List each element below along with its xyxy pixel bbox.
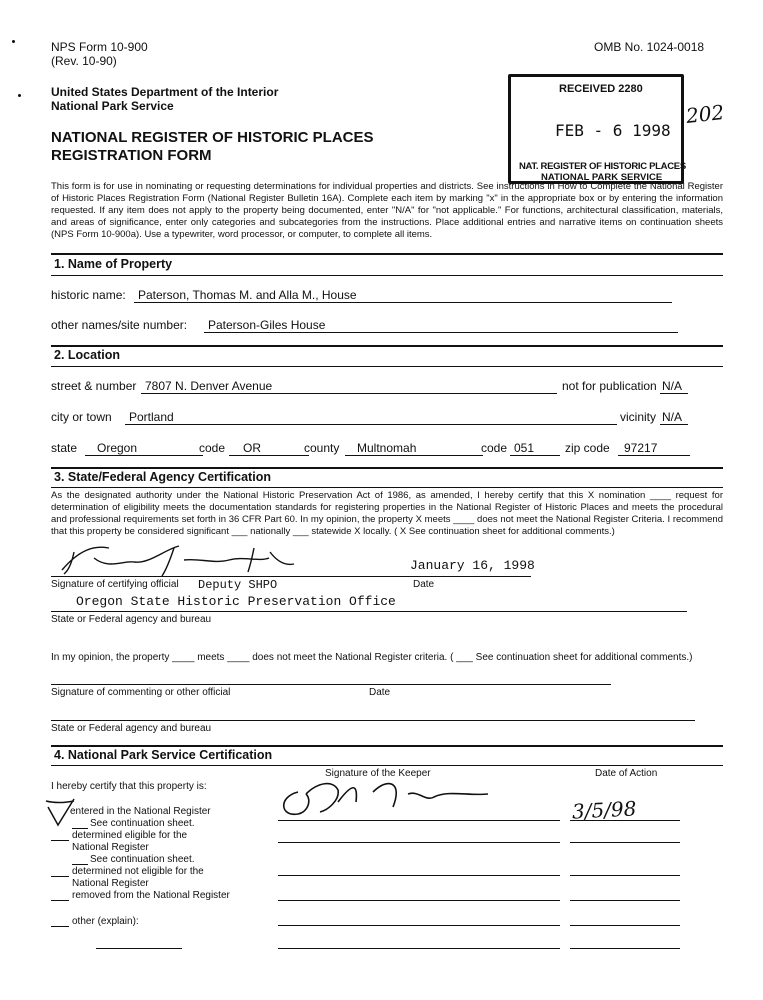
zip-field[interactable]: 97217 — [618, 441, 690, 456]
state-field[interactable]: Oregon — [85, 441, 203, 456]
other-names-field[interactable]: Paterson-Giles House — [204, 318, 678, 333]
form-subtitle: REGISTRATION FORM — [51, 147, 212, 164]
historic-name-field[interactable]: Paterson, Thomas M. and Alla M., House — [134, 288, 672, 303]
state-label: state — [51, 441, 78, 455]
item-entered: entered in the National Register — [70, 806, 211, 817]
stamp-date: FEB - 6 1998 — [555, 121, 671, 140]
department: United States Department of the Interior — [51, 85, 279, 99]
zip-label: zip code — [565, 441, 610, 455]
handwritten-number: 202 — [684, 100, 726, 128]
nfp-label: not for publication — [562, 379, 657, 393]
keeper-signature-label: Signature of the Keeper — [325, 768, 431, 779]
street-label: street & number — [51, 379, 137, 393]
stamp-received: RECEIVED 2280 — [559, 83, 643, 95]
certification-text: As the designated authority under the National Historic Preservation Act of 1986, as amended, I hereby certify that this X nomination ____ request for determination of eligibility meets the documentation standards for registering properties in the National Register of Historic Places and meets the procedural and professional requirements set forth in 36 CFR Part 60. In my opinion, the property X meets ____ does not meet the National Register Criteria. I recommend that this property be considered significant ___ nationally ___ statewide X locally. ( X See continuation sheet for additional comments.) — [51, 490, 723, 537]
certifying-title: Deputy SHPO — [198, 578, 278, 592]
nfp-field[interactable]: N/A — [660, 379, 688, 394]
street-field[interactable]: 7807 N. Denver Avenue — [141, 379, 557, 394]
section2-heading: 2. Location — [54, 348, 120, 362]
county-code-label: code — [481, 441, 508, 455]
keeper-signature — [278, 772, 498, 822]
item-see-continuation-1: See continuation sheet. — [90, 818, 195, 829]
vicinity-field[interactable]: N/A — [660, 410, 688, 425]
county-code-field[interactable]: 051 — [510, 441, 560, 456]
county-label: county — [304, 441, 340, 455]
item-determined-eligible: determined eligible for the — [72, 830, 188, 841]
agency-bureau-value: Oregon State Historic Preservation Office — [76, 594, 396, 609]
received-stamp — [508, 74, 684, 184]
city-label: city or town — [51, 410, 112, 424]
omb-number: OMB No. 1024-0018 — [594, 40, 705, 54]
city-field[interactable]: Portland — [125, 410, 617, 425]
section1-heading: 1. Name of Property — [54, 257, 173, 271]
stamp-line1: NAT. REGISTER OF HISTORIC PLACES — [519, 161, 686, 172]
scan-mark — [12, 40, 15, 43]
certification-date: January 16, 1998 — [410, 558, 535, 573]
certifying-signature — [54, 540, 304, 580]
item-determined-not-eligible: determined not eligible for the — [72, 866, 204, 877]
certification-date-label: Date — [413, 579, 435, 590]
agency-bureau-label: State or Federal agency and bureau — [51, 614, 212, 625]
county-field[interactable]: Multnomah — [345, 441, 483, 456]
commenting-signature-label: Signature of commenting or other official — [51, 687, 231, 698]
item-see-continuation-2: See continuation sheet. — [90, 854, 195, 865]
section4-heading: 4. National Park Service Certification — [54, 748, 273, 762]
other-names-label: other names/site number: — [51, 318, 188, 332]
service: National Park Service — [51, 99, 174, 113]
agency-bureau2-label: State or Federal agency and bureau — [51, 723, 212, 734]
form-title: NATIONAL REGISTER OF HISTORIC PLACES — [51, 129, 374, 146]
scan-mark — [18, 94, 21, 97]
state-code-field[interactable]: OR — [229, 441, 309, 456]
certifying-signature-label: Signature of certifying official — [51, 579, 179, 590]
item-other: other (explain): — [72, 916, 139, 927]
vicinity-label: vicinity — [620, 410, 657, 424]
historic-name-label: historic name: — [51, 288, 126, 302]
opinion-text: In my opinion, the property ____ meets ____ does not meet the National Register criteria. ( ___ See continuation sheet for additional comments.) — [51, 652, 693, 663]
action-date-label: Date of Action — [595, 768, 658, 779]
item-national-register-1: National Register — [72, 842, 149, 853]
item-national-register-2: National Register — [72, 878, 149, 889]
section3-heading: 3. State/Federal Agency Certification — [54, 470, 271, 484]
commenting-date-label: Date — [369, 687, 391, 698]
certify-label: I hereby certify that this property is: — [51, 781, 207, 792]
form-number: NPS Form 10-900 — [51, 40, 148, 54]
stamp-line2: NATIONAL PARK SERVICE — [541, 172, 663, 183]
form-revision: (Rev. 10-90) — [51, 54, 117, 68]
action-date: 3/5/98 — [571, 796, 637, 824]
code-label: code — [199, 441, 226, 455]
instructions: This form is for use in nominating or requesting determinations for individual properties and districts. See instructions in How to Complete the National Register of Historic Places Registration Form (National Register Bulletin 16A). Complete each item by marking "x" in the appropriate box or by entering the information requested. If any item does not apply to the property being documented, enter "N/A" for "not applicable." For functions, architectural classification, materials, and areas of significance, enter only categories and subcategories from the instructions. Place additional entries and narrative items on continuation sheets (NPS Form 10-900a). Use a typewriter, word processor, or computer, to complete all items. — [51, 181, 723, 240]
item-removed: removed from the National Register — [72, 890, 230, 901]
